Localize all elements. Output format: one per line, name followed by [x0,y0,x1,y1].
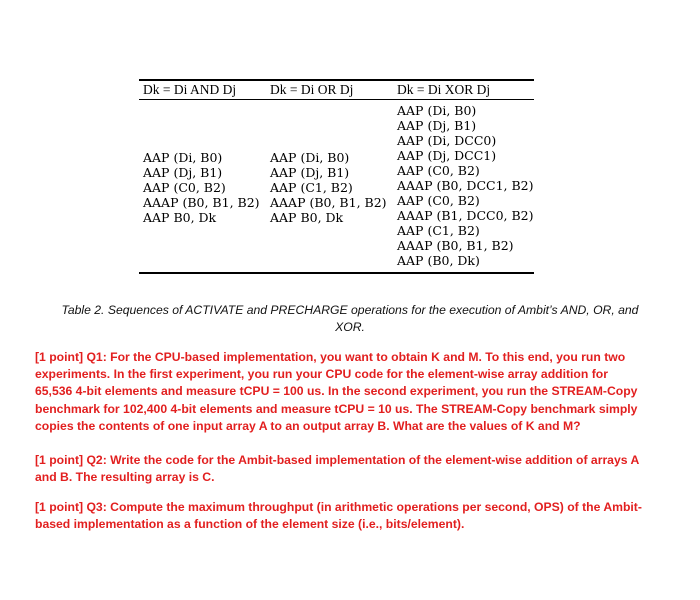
table-header-rule [139,99,534,100]
question-3: [1 point] Q3: Compute the maximum throughput (in arithmetic operations per second, OPS) of the Ambit-based implementation as a function of the element size (i.e., bits/element). [35,500,642,532]
xor-op: AAP (B0, Dk) [397,253,480,268]
xor-op: AAAP (B1, DCC0, B2) [397,208,534,223]
header-xor: Dk = Di XOR Dj [397,82,491,97]
and-op: AAAP (B0, B1, B2) [143,195,260,210]
xor-op: AAP (C0, B2) [397,193,480,208]
xor-op: AAP (Di, DCC0) [397,133,497,148]
xor-op: AAP (Di, B0) [397,103,477,118]
table-bottom-rule [139,272,534,274]
or-op: AAAP (B0, B1, B2) [270,195,387,210]
or-op: AAP (Di, B0) [270,150,350,165]
and-op: AAP (C0, B2) [143,180,226,195]
xor-op: AAP (C0, B2) [397,163,480,178]
xor-op: AAAP (B0, B1, B2) [397,238,514,253]
question-2: [1 point] Q2: Write the code for the Ambit-based implementation of the element-wise addition of arrays A and B. The resulting array is C. [35,453,639,485]
xor-op: AAP (C1, B2) [397,223,480,238]
and-op: AAP B0, Dk [143,210,217,225]
table-caption: Table 2. Sequences of ACTIVATE and PRECHARGE operations for the execution of Ambit’s AND, OR, and XOR. [61,303,639,334]
xor-op: AAP (Dj, B1) [397,118,477,133]
or-op: AAP (C1, B2) [270,180,353,195]
and-op: AAP (Dj, B1) [143,165,223,180]
or-op: AAP (Dj, B1) [270,165,350,180]
xor-op: AAAP (B0, DCC1, B2) [397,178,534,193]
header-or: Dk = Di OR Dj [270,82,354,97]
question-1: [1 point] Q1: For the CPU-based implementation, you want to obtain K and M. To this end, you run two experiments. In the first experiment, you run your CPU code for the element-wise array addition for 65,536 4-bit elements and measure tCPU = 100 us. In the second experiment, you run the STREAM-Copy benchmark for 102,400 4-bit elements and measure tCPU = 10 us. The STREAM-Copy benchmark simply copies the contents of one input array A to an output array B. What are the values of K and M? [35,350,638,433]
header-and: Dk = Di AND Dj [143,82,237,97]
and-op: AAP (Di, B0) [143,150,223,165]
table-top-rule [139,79,534,81]
xor-op: AAP (Dj, DCC1) [397,148,497,163]
or-op: AAP B0, Dk [270,210,344,225]
